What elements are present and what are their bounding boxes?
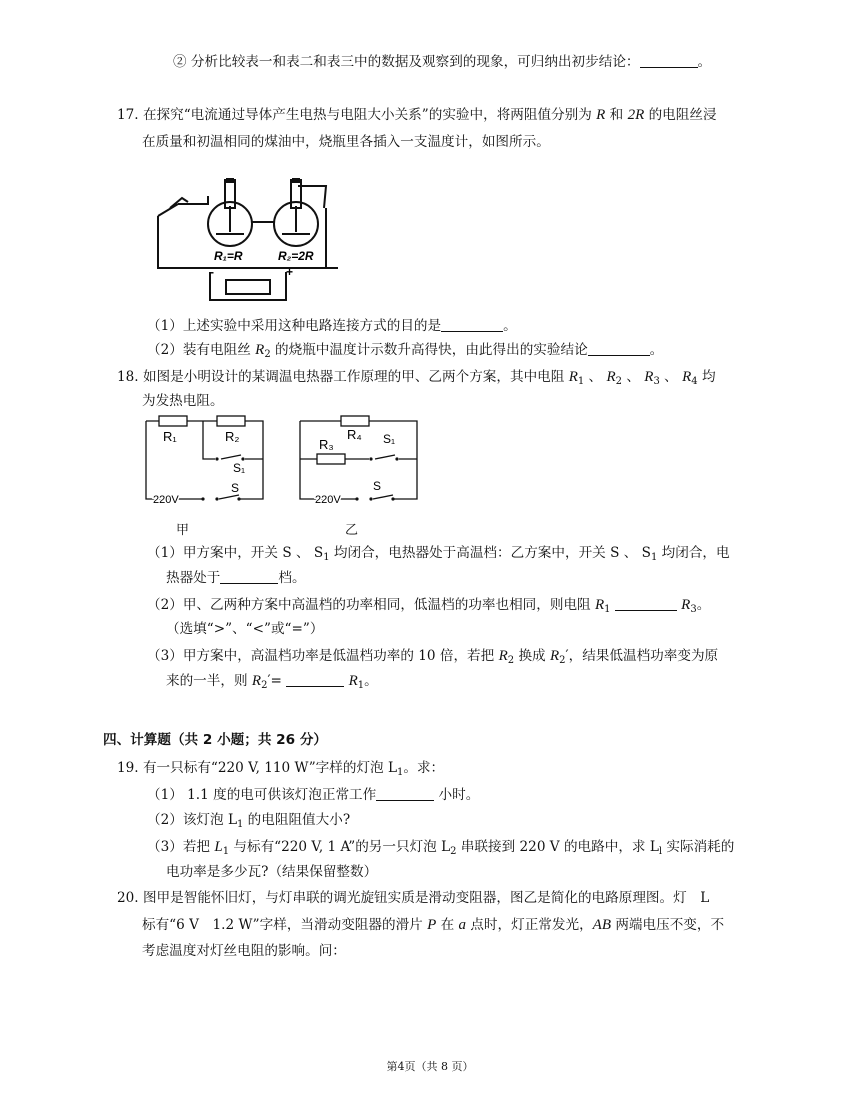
q17-text: 和 xyxy=(605,107,628,123)
voltage-label: 220V xyxy=(315,494,341,505)
separator: 、 xyxy=(622,369,645,385)
q20-line-2 xyxy=(142,914,724,936)
separator: 、 xyxy=(659,369,683,385)
q18-part1-text: （1）甲方案中，开关 S 、 S xyxy=(147,545,324,561)
subscript: 2 xyxy=(450,846,457,857)
question-number: 20. xyxy=(117,890,139,906)
thermometer-top xyxy=(292,178,300,183)
q19-part3 xyxy=(147,836,734,863)
subscript: l xyxy=(658,846,663,857)
q18-text: 如图是小明设计的某调温电热器工作原理的甲、乙两个方案，其中电阻 xyxy=(142,369,569,385)
q16-sub2-text: 分析比较表一和表二和表三中的数据及观察到的现象，可归纳出初步结论： xyxy=(186,54,640,70)
q19-part1-text: 小时。 xyxy=(434,787,480,803)
q18-part3-text: ′= xyxy=(267,673,287,689)
q18-part1-text: 均闭合，电热器处于高温档：乙方案中，开关 S 、 S xyxy=(329,545,651,561)
answer-blank[interactable] xyxy=(615,596,677,611)
var-r: R xyxy=(681,597,691,613)
r1-label: R₁=R xyxy=(214,249,243,263)
q18-part1 xyxy=(147,542,730,569)
period: 。 xyxy=(503,318,517,334)
var-r: R xyxy=(549,648,560,664)
q17-text: 在探究“电流通过导体产生电热与电阻大小关系”的实验中，将两阻值分别为 xyxy=(142,107,597,123)
q18-part3-text: （3）甲方案中，高温档功率是低温档功率的 10 倍，若把 xyxy=(147,648,499,664)
subscript: 1 xyxy=(577,376,585,387)
var-r: R xyxy=(251,673,262,689)
s1-label: S₁ xyxy=(383,432,396,446)
q20-line-3: 考虑温度对灯丝电阻的影响。问： xyxy=(142,943,346,959)
resistor-r3 xyxy=(317,454,345,464)
s-label: S xyxy=(231,481,240,495)
question-number: 17. xyxy=(117,107,139,123)
var-r: R xyxy=(644,369,654,385)
q17-line-1 xyxy=(117,104,717,126)
subscript: 2 xyxy=(559,655,566,666)
plus-sign: + xyxy=(286,265,294,279)
q18-part2-text: （2）甲、乙两种方案中高温档的功率相同，低温档的功率也相同，则电阻 xyxy=(147,597,595,613)
separator: 、 xyxy=(584,369,607,385)
var-r: R xyxy=(498,648,508,664)
q17-part1 xyxy=(147,315,517,337)
var-r: R xyxy=(596,107,606,123)
answer-blank[interactable] xyxy=(588,341,650,356)
var-r: R xyxy=(568,369,578,385)
q18-part3-text: ，结果低温档功率变为原 xyxy=(568,648,719,664)
figure-caption-jia: 甲 xyxy=(176,523,190,538)
resistor-r4 xyxy=(341,416,369,426)
period: 。 xyxy=(364,673,378,689)
var-r: R xyxy=(594,597,605,613)
var-p: P xyxy=(427,917,437,933)
q19-text: 有一只标有“220 V, 110 W”字样的灯泡 L xyxy=(142,760,397,776)
subscript: 2 xyxy=(615,376,623,387)
subscript: 4 xyxy=(691,376,698,387)
q19-line-1 xyxy=(117,757,444,784)
q20-text: 标有“6 V 1.2 W”字样，当滑动变阻器的滑片 xyxy=(142,917,428,933)
q18-part1-text: 档。 xyxy=(278,570,306,586)
answer-blank[interactable] xyxy=(441,317,503,332)
circuit-a xyxy=(143,413,268,505)
resistor-r2 xyxy=(217,416,245,426)
q19-part3-text: 串联接到 220 V 的电路中，求 L xyxy=(456,839,659,855)
var-r: R xyxy=(606,369,616,385)
q17-part2 xyxy=(147,339,663,366)
prime: ′ xyxy=(565,648,569,664)
q18-line-2: 为发热电阻。 xyxy=(142,393,224,409)
q19-part3-text: 与标有“220 V, 1 A”的另一只灯泡 L xyxy=(229,839,451,855)
subscript: 1 xyxy=(650,552,658,563)
q18-part2-line2: （选填“>”、“<”或“=”） xyxy=(166,621,324,637)
r1-label: R₁ xyxy=(163,429,177,444)
circled-number: ② xyxy=(173,54,187,70)
q18-line-1 xyxy=(117,366,716,393)
s1-label: S₁ xyxy=(233,461,246,475)
voltage-label: 220V xyxy=(153,494,179,505)
subscript: 2 xyxy=(264,349,271,360)
q18-part1-text: 均闭合，电 xyxy=(657,545,730,561)
answer-blank[interactable] xyxy=(640,53,698,68)
q18-part1-line2 xyxy=(166,567,306,589)
var-l: L xyxy=(214,839,223,855)
period: 。 xyxy=(649,342,664,358)
var-2r: 2R xyxy=(627,107,645,123)
q19-part2-text: 的电阻阻值大小? xyxy=(243,812,351,828)
question-number: 18. xyxy=(117,369,139,385)
q19-part3-text: （3）若把 xyxy=(147,839,215,855)
q16-sub2-line xyxy=(173,51,711,73)
q19-text: 。求： xyxy=(403,760,445,776)
subscript: 2 xyxy=(261,680,268,691)
q18-part1-text: 热器处于 xyxy=(166,570,221,586)
q20-text: 点时，灯正常发光， xyxy=(466,917,593,933)
q19-part1 xyxy=(147,784,479,806)
page-footer: 第4页（共 8 页） xyxy=(386,1060,474,1073)
s-label: S xyxy=(373,479,382,493)
r4-label: R₄ xyxy=(347,427,362,442)
r2-label: R₂ xyxy=(225,429,240,444)
var-ab: AB xyxy=(592,917,611,933)
q20-text: 两端电压不变，不 xyxy=(611,917,725,933)
period: 。 xyxy=(697,54,712,70)
var-r: R xyxy=(255,342,265,358)
subscript: 1 xyxy=(396,767,404,778)
q20-text: 图甲是智能怀旧灯，与灯串联的调光旋钮实质是滑动变阻器，图乙是简化的电路原理图。灯 L xyxy=(142,890,710,906)
answer-blank[interactable] xyxy=(376,786,434,801)
q17-part2-text: （2）装有电阻丝 xyxy=(147,342,256,358)
subscript: 1 xyxy=(236,819,244,830)
section-heading: 四、计算题（共 2 小题；共 26 分） xyxy=(103,732,328,748)
var-r: R xyxy=(348,673,358,689)
q18-part2 xyxy=(147,594,710,621)
q18-part3 xyxy=(147,645,718,672)
subscript: 2 xyxy=(507,655,515,666)
q19-part3-line2: 电功率是多少瓦?（结果保留整数） xyxy=(166,864,378,880)
subscript: 3 xyxy=(653,376,660,387)
resistor-r1 xyxy=(159,416,187,426)
var-a: a xyxy=(458,917,466,933)
q18-part3-text: 来的一半，则 xyxy=(166,673,252,689)
q20-text: 在 xyxy=(436,917,459,933)
r2-label: R₂=2R xyxy=(278,249,314,263)
answer-blank[interactable] xyxy=(286,672,344,687)
q20-line-1 xyxy=(117,887,709,909)
q19-part2 xyxy=(147,809,350,836)
q17-part2-text: 的烧瓶中温度计示数升高得快，由此得出的实验结论 xyxy=(270,342,588,358)
figure-caption-yi: 乙 xyxy=(345,523,359,538)
q18-part3-line2 xyxy=(166,670,378,697)
heating-experiment-figure xyxy=(148,176,338,306)
question-number: 19. xyxy=(117,760,139,776)
subscript: 1 xyxy=(357,680,365,691)
q17-text: 的电阻丝浸 xyxy=(644,107,717,123)
answer-blank[interactable] xyxy=(220,569,278,584)
q18-part3-text: 换成 xyxy=(514,648,550,664)
q17-line-2: 在质量和初温相同的煤油中，烧瓶里各插入一支温度计，如图所示。 xyxy=(142,134,550,150)
var-r: R xyxy=(682,369,692,385)
q17-part1-text: （1）上述实验中采用这种电路连接方式的目的是 xyxy=(147,318,442,334)
q18-text: 均 xyxy=(697,369,716,385)
period: 。 xyxy=(696,597,711,613)
q19-part1-text: （1） 1.1 度的电可供该灯泡正常工作 xyxy=(147,787,377,803)
thermometer-top xyxy=(226,178,234,183)
q19-part2-text: （2）该灯泡 L xyxy=(147,812,237,828)
subscript: 3 xyxy=(690,604,697,615)
r3-label: R₃ xyxy=(319,437,334,452)
subscript: 1 xyxy=(222,846,230,857)
minus-sign: - xyxy=(210,265,214,279)
subscript: 1 xyxy=(604,604,611,615)
q19-part3-text: 实际消耗的 xyxy=(662,839,735,855)
circuit-b xyxy=(297,413,422,505)
subscript: 1 xyxy=(323,552,330,563)
